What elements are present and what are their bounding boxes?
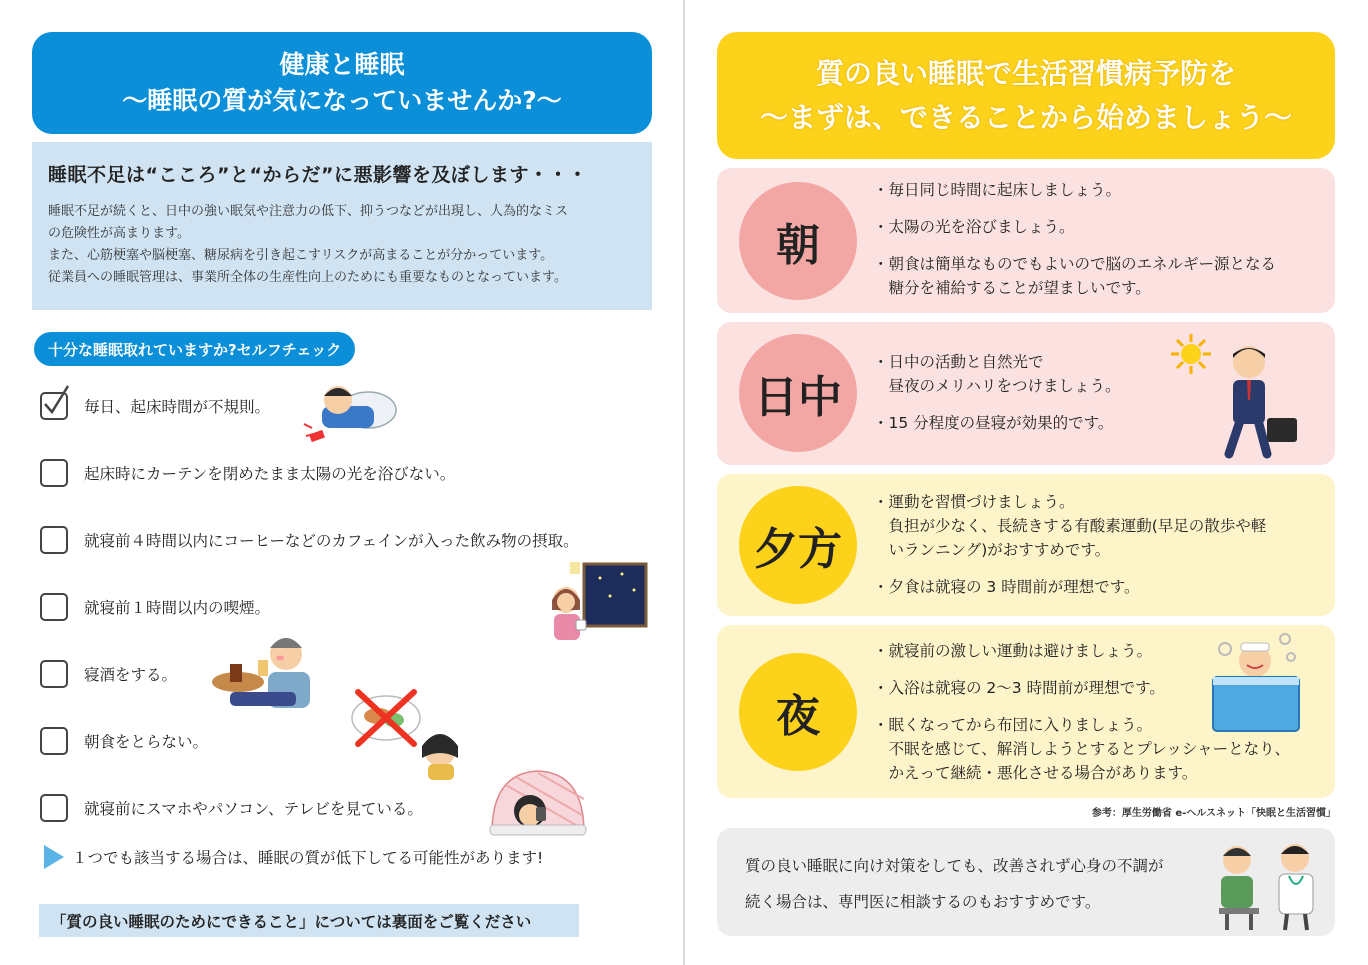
night-card: [717, 625, 1335, 798]
night-window-woman-illustration: [548, 560, 648, 642]
card-line: ・夕食は就寝の 3 時間前が理想です。: [873, 578, 1140, 596]
card-line: ・運動を習慣づけましょう。: [873, 493, 1075, 511]
check-label: 就寝前にスマホやパソコン、テレビを見ている。: [84, 800, 423, 818]
card-line: ・就寝前の激しい運動は避けましょう。: [873, 642, 1153, 660]
checkbox[interactable]: [40, 660, 68, 688]
left-header: [32, 32, 652, 134]
checkbox[interactable]: [40, 459, 68, 487]
skipped-breakfast-illustration: [348, 688, 470, 780]
check-item-screens[interactable]: [40, 793, 423, 823]
intro-paragraph: の危険性が高まります。: [48, 226, 190, 241]
self-check-title: 十分な睡眠取れていますか?セルフチェック: [34, 332, 355, 366]
checkbox[interactable]: [40, 794, 68, 822]
morning-label: 朝: [739, 182, 857, 300]
check-item-no-breakfast[interactable]: [40, 726, 208, 756]
intro-paragraph: 睡眠不足が続くと、日中の強い眠気や注意力の低下、抑うつなどが出現し、人為的なミス: [48, 204, 569, 219]
check-label: 朝食をとらない。: [84, 733, 209, 751]
consult-line: 質の良い睡眠に向け対策をしても、改善されず心身の不調が: [745, 857, 1164, 875]
checkbox[interactable]: [40, 526, 68, 554]
intro-box: [32, 142, 652, 310]
consult-line: 続く場合は、専門医に相談するのもおすすめです。: [745, 893, 1101, 911]
evening-label: 夕方: [739, 486, 857, 604]
card-line: ・日中の活動と自然光で: [873, 353, 1044, 371]
right-header: [717, 32, 1335, 159]
see-reverse-note: 「質の良い睡眠のためにできること」については裏面をご覧ください: [39, 904, 579, 937]
check-label: 毎日、起床時間が不規則。: [84, 398, 271, 416]
checkbox[interactable]: [40, 727, 68, 755]
morning-card: [717, 168, 1335, 313]
card-line: ・15 分程度の昼寝が効果的です。: [873, 414, 1114, 432]
result-text: １つでも該当する場合は、睡眠の質が低下してる可能性があります!: [72, 849, 544, 867]
check-label: 就寝前４時間以内にコーヒーなどのカフェインが入った飲み物の摂取。: [84, 532, 579, 550]
kotatsu-smartphone-illustration: [486, 765, 590, 837]
card-line: ・毎日同じ時間に起床しましょう。: [873, 181, 1122, 199]
reference-note: 参考：厚生労働省 e-ヘルスネット「快眠と生活習慣」: [1091, 808, 1336, 819]
card-line: ・朝食は簡単なものでもよいので脳のエネルギー源となる: [873, 255, 1277, 273]
daytime-card: [717, 322, 1335, 465]
card-line: 不眠を感じて、解消しようとするとプレッシャーとなり、: [873, 740, 1291, 758]
daytime-label: 日中: [739, 334, 857, 452]
left-header-line1: 健康と睡眠: [279, 50, 405, 79]
intro-paragraph: また、心筋梗塞や脳梗塞、糖尿病を引き起こすリスクが高まることが分かっています。: [48, 248, 554, 263]
check-label: 就寝前１時間以内の喫煙。: [84, 599, 271, 617]
consult-box: [717, 828, 1335, 936]
triangle-bullet-icon: [44, 845, 64, 869]
night-label: 夜: [739, 653, 857, 771]
check-item-nightcap[interactable]: [40, 659, 177, 689]
evening-card: [717, 474, 1335, 616]
checkbox[interactable]: [40, 593, 68, 621]
card-line: いランニング)がおすすめです。: [873, 541, 1111, 559]
doctor-consultation-illustration: [1209, 836, 1327, 932]
check-item-caffeine[interactable]: [40, 525, 579, 555]
drinking-man-illustration: [210, 630, 314, 710]
card-line: 糖分を補給することが望ましいです。: [873, 279, 1151, 297]
check-label: 起床時にカーテンを閉めたまま太陽の光を浴びない。: [84, 465, 456, 483]
right-header-line2: ～まずは、できることから始めましょう～: [759, 100, 1292, 134]
check-item-smoking[interactable]: [40, 592, 270, 622]
intro-text: [48, 201, 636, 289]
sun-icon: [1169, 332, 1213, 376]
check-item-irregular-wake[interactable]: [40, 391, 270, 421]
card-line: ・入浴は就寝の 2～3 時間前が理想です。: [873, 679, 1165, 697]
card-line: 負担が少なく、長続きする有酸素運動(早足の散歩や軽: [873, 517, 1267, 535]
check-item-curtain[interactable]: [40, 458, 455, 488]
check-mark-icon: [41, 384, 71, 418]
left-header-line2: ～睡眠の質が気になっていませんか?～: [122, 86, 562, 115]
checkbox-checked[interactable]: [40, 392, 68, 420]
check-label: 寝酒をする。: [84, 666, 178, 684]
card-line: ・太陽の光を浴びましょう。: [873, 218, 1075, 236]
card-line: ・眠くなってから布団に入りましょう。: [873, 716, 1153, 734]
oversleeping-boy-illustration: [300, 376, 400, 448]
page-divider: [683, 0, 685, 965]
right-header-line1: 質の良い睡眠で生活習慣病予防を: [815, 56, 1236, 90]
intro-title: 睡眠不足は“こころ”と“からだ”に悪影響を及ぼします・・・: [48, 164, 588, 186]
bath-illustration: [1211, 631, 1301, 733]
intro-paragraph: 従業員への睡眠管理は、事業所全体の生産性向上のためにも重要なものとなっています。: [48, 270, 567, 285]
result-note: [44, 843, 543, 871]
businessman-illustration: [1217, 342, 1301, 460]
card-line: かえって継続・悪化させる場合があります。: [873, 764, 1198, 782]
card-line: 昼夜のメリハリをつけましょう。: [873, 377, 1121, 395]
